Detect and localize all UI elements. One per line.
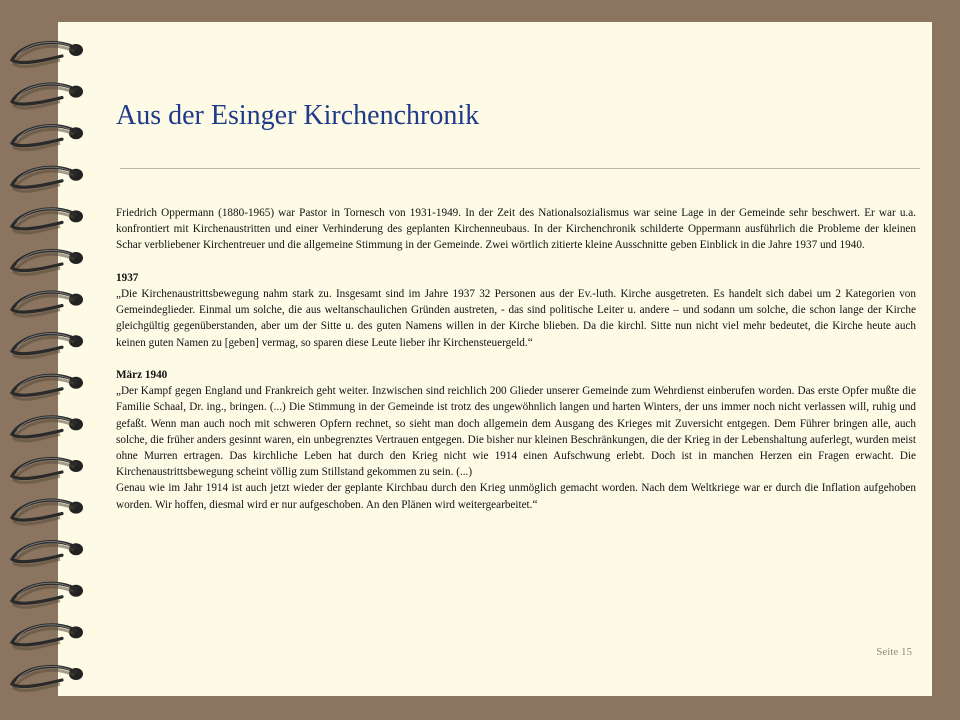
intro-paragraph: Friedrich Oppermann (1880-1965) war Pastor in Tornesch von 1931-1949. In der Zeit des Nationalsozialismus war seine Lage in der Gemeinde sehr beschwert. Er war u.a. konfrontiert mit Kirchenaustritten und einer Verhinderung des geplanten Kirchenneubaus. In der Kirchenchronik schilderte Oppermann ausführlich die Probleme der kleinen Schar verbliebener Kirchentreuer und die allgemeine Stimmung in der Gemeinde. Zwei wörtlich zitierte kleine Ausschnitte geben Einblick in die Jahre 1937 und 1940. bbox=[116, 207, 916, 252]
page-number: Seite 15 bbox=[876, 646, 912, 658]
section-text-1940: „Der Kampf gegen England und Frankreich geht weiter. Inzwischen sind reichlich 200 Glieder unserer Gemeinde zum Wehrdienst einberufen worden. Das erste Opfer mußte die Familie Schaal, Dr. ing., bringen. (...) Die Stimmung in der Gemeinde ist trotz des ungewöhnlich langen und harten Winters, der uns immer noch nicht verlassen will, ruhig und gefaßt. Wenn man auch noch mit schweren Opfern rechnet, so sieht man doch allgemein dem Ausgang des Krieges mit Zuversicht entgegen. Dem Führer bringen alle, auch solche, die früher anders gesinnt waren, ein unbegrenztes Vertrauen entgegen. Die bisher nur kleinen Beschränkungen, die der Krieg in der Lebenshaltung auferlegt, wurden meist ohne Murren ertragen. Das kirchliche Leben hat durch den Krieg nicht wie 1914 einen Aufschwung erlebt. Doch ist in manchen Herzen ein Fragen erwacht. Die Kirchenaustrittsbewegung scheint völlig zum Stillstand gekommen zu sein. (...) bbox=[116, 385, 916, 479]
section-heading-1937: 1937 bbox=[116, 271, 139, 284]
chronicle-text bbox=[116, 205, 916, 513]
section-text-1937: „Die Kirchenaustrittsbewegung nahm stark zu. Insgesamt sind im Jahre 1937 32 Personen aus der Ev.-luth. Kirche ausgetreten. Es handelt sich dabei um 2 Kategorien von Gemeindeglieder. Einmal um solche, die aus weltanschaulichen Gründen austreten, - das sind politische Leiter u. andere – und sodann um solche, die schon lange der Kirche gleichgültig gegenüberstanden, aber um der Sitte u. des guten Namens willen in der Kirche blieben. Da die kirchl. Sitte nun nicht viel mehr bedeutet, die Kirche heute auch keinen guten Namen zu [geben] vermag, so sparen diese Leute lieber ihr Kirchensteuergeld.“ bbox=[116, 288, 916, 349]
title-divider bbox=[120, 168, 920, 169]
section-heading-1940: März 1940 bbox=[116, 369, 168, 381]
page-title: Aus der Esinger Kirchenchronik bbox=[116, 100, 480, 131]
section-continuation-1940: Genau wie im Jahr 1914 ist auch jetzt wieder der geplante Kirchbau durch den Krieg unmöglich gemacht worden. Nach dem Weltkriege war er durch die Inflation aufgehoben worden. Wir hoffen, diesmal wird er nur aufgeschoben. An den Plänen wird weitergearbeitet.“ bbox=[116, 482, 916, 511]
